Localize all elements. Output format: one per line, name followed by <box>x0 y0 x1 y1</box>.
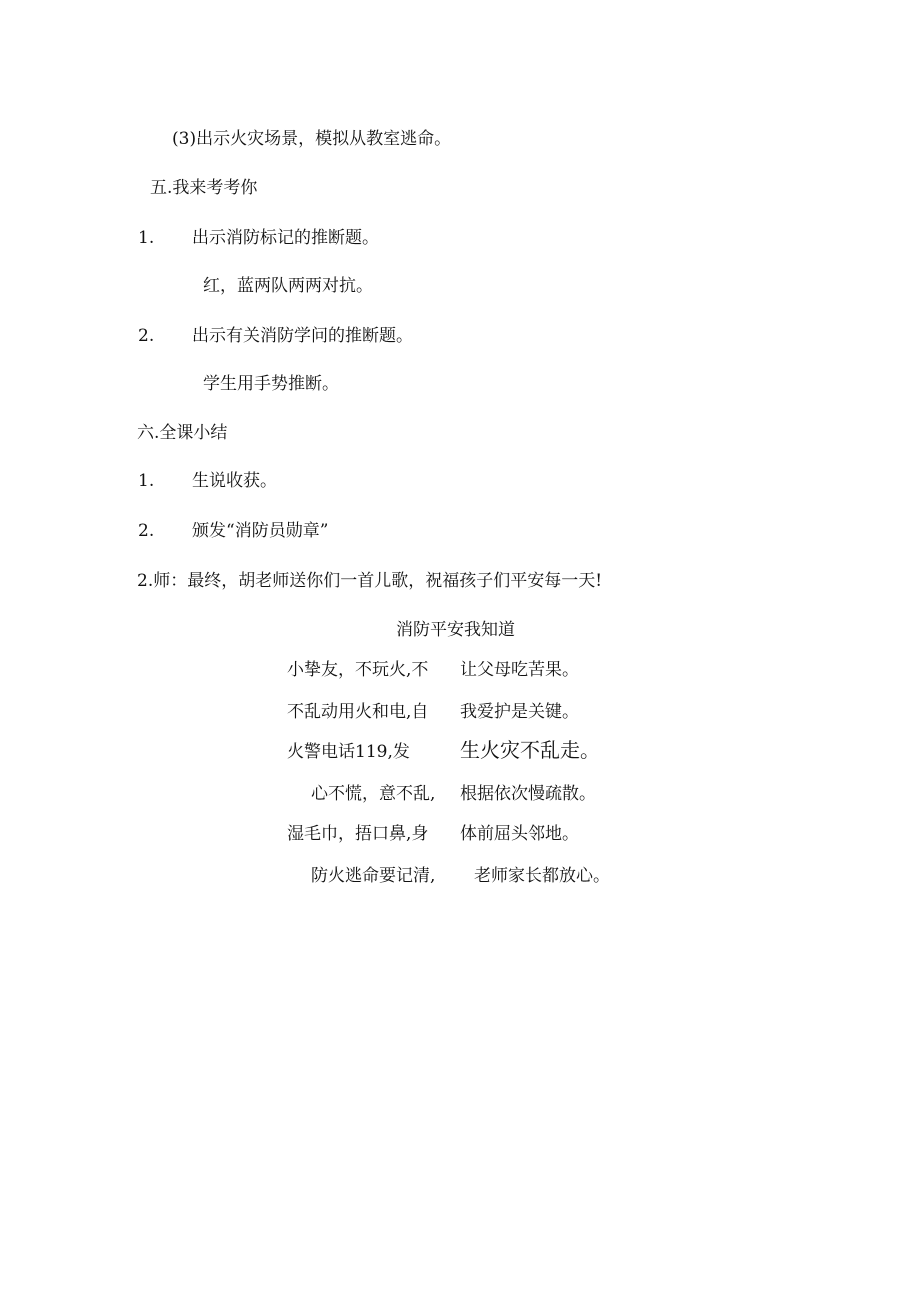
summary-item-1-text: 生说收获。 <box>192 471 277 491</box>
poem-row-2-left: 不乱动用火和电,自 <box>287 702 429 722</box>
item-2-subtext: 学生用手势推断。 <box>203 374 339 394</box>
summary-item-1-number: 1. <box>138 471 155 491</box>
poem-row-3-left-text: 火警电话119,发 <box>287 742 410 762</box>
poem-row-2-right: 我爱护是关键。 <box>460 702 579 722</box>
poem-title: 消防平安我知道 <box>396 620 515 640</box>
summary-item-2-text: 颁发“消防员勋章” <box>192 521 329 541</box>
summary-item-2-number: 2. <box>138 521 155 541</box>
poem-row-4-left: 心不慌，意不乱, <box>311 784 436 804</box>
poem-row-6-right: 老师家长都放心。 <box>474 866 610 886</box>
closing-line: 2.师：最终，胡老师送你们一首儿歌，祝福孩子们平安每一天! <box>137 571 603 591</box>
step-3-text: (3)出示火灾场景，模拟从教室逃命。 <box>172 129 452 149</box>
poem-row-3-right: 生火灾不乱走。 <box>460 738 600 762</box>
item-1-text: 出示消防标记的推断题。 <box>192 228 379 248</box>
poem-row-5-right: 体前屈头邻地。 <box>460 824 579 844</box>
item-1-number: 1. <box>138 228 155 248</box>
poem-row-1-left: 小挚友，不玩火,不 <box>287 660 429 680</box>
poem-row-4-right: 根据依次慢疏散。 <box>460 784 596 804</box>
item-2-number: 2. <box>138 326 155 346</box>
item-2-text: 出示有关消防学问的推断题。 <box>192 326 413 346</box>
poem-row-6-left: 防火逃命要记清, <box>311 866 436 886</box>
poem-row-3-left <box>287 741 410 763</box>
section-6-heading: 六.全课小结 <box>137 423 228 443</box>
section-5-heading: 五.我来考考你 <box>150 178 258 198</box>
poem-row-5-left: 湿毛巾，捂口鼻,身 <box>287 824 429 844</box>
poem-row-1-right: 让父母吃苦果。 <box>460 660 579 680</box>
item-1-subtext: 红，蓝两队两两对抗。 <box>203 276 373 296</box>
